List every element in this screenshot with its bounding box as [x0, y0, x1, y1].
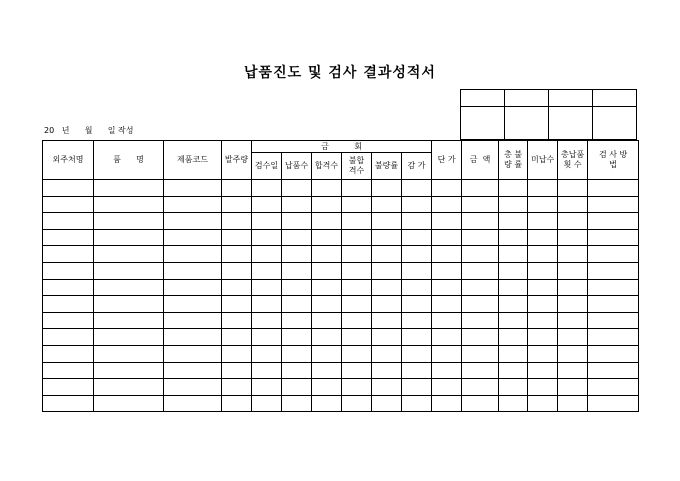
table-cell[interactable] — [499, 279, 528, 296]
table-cell[interactable] — [252, 296, 282, 313]
table-cell[interactable] — [528, 196, 558, 213]
table-cell[interactable] — [528, 279, 558, 296]
table-cell[interactable] — [312, 312, 342, 329]
table-cell[interactable] — [94, 312, 164, 329]
table-cell[interactable] — [164, 329, 222, 346]
table-cell[interactable] — [558, 196, 588, 213]
table-cell[interactable] — [164, 312, 222, 329]
header-undelivered: 미납수 — [528, 141, 558, 180]
table-cell[interactable] — [558, 296, 588, 313]
table-cell[interactable] — [432, 395, 462, 412]
page-title: 납품진도 및 검사 결과성적서 — [244, 65, 436, 81]
table-cell[interactable] — [462, 395, 499, 412]
header-amount: 금 액 — [462, 141, 499, 180]
table-cell[interactable] — [312, 362, 342, 379]
table-cell[interactable] — [252, 196, 282, 213]
table-cell[interactable] — [164, 362, 222, 379]
table-cell[interactable] — [282, 213, 312, 230]
table-cell[interactable] — [312, 296, 342, 313]
table-cell[interactable] — [588, 213, 639, 230]
approval-box — [460, 89, 637, 140]
table-cell[interactable] — [462, 379, 499, 396]
table-cell[interactable] — [462, 296, 499, 313]
table-cell[interactable] — [462, 213, 499, 230]
table-cell[interactable] — [94, 262, 164, 279]
table-cell[interactable] — [499, 362, 528, 379]
table-cell[interactable] — [312, 345, 342, 362]
table-cell[interactable] — [372, 379, 402, 396]
table-cell[interactable] — [164, 262, 222, 279]
table-cell[interactable] — [94, 329, 164, 346]
table-cell[interactable] — [342, 229, 372, 246]
table-cell[interactable] — [312, 262, 342, 279]
table-cell[interactable] — [312, 213, 342, 230]
table-cell[interactable] — [222, 246, 252, 263]
table-cell[interactable] — [222, 345, 252, 362]
table-cell[interactable] — [282, 379, 312, 396]
table-cell[interactable] — [588, 395, 639, 412]
table-cell[interactable] — [222, 312, 252, 329]
table-cell[interactable] — [499, 180, 528, 197]
header-total-defect-rate: 총 불 량 률 — [499, 141, 528, 180]
table-cell[interactable] — [402, 362, 432, 379]
table-cell[interactable] — [402, 379, 432, 396]
header-product-code: 제품코드 — [164, 141, 222, 180]
table-cell[interactable] — [558, 395, 588, 412]
table-cell[interactable] — [528, 395, 558, 412]
table-cell[interactable] — [372, 246, 402, 263]
table-row — [43, 329, 639, 346]
table-cell[interactable] — [372, 296, 402, 313]
table-cell[interactable] — [528, 362, 558, 379]
table-cell[interactable] — [43, 213, 94, 230]
table-cell[interactable] — [252, 262, 282, 279]
table-cell[interactable] — [462, 279, 499, 296]
table-cell[interactable] — [94, 180, 164, 197]
table-cell[interactable] — [462, 312, 499, 329]
table-cell[interactable] — [94, 379, 164, 396]
table-cell[interactable] — [282, 279, 312, 296]
table-cell[interactable] — [43, 312, 94, 329]
table-cell[interactable] — [252, 329, 282, 346]
table-cell[interactable] — [462, 362, 499, 379]
table-row — [43, 296, 639, 313]
table-cell[interactable] — [432, 345, 462, 362]
table-cell[interactable] — [94, 229, 164, 246]
approval-header-cell — [505, 90, 549, 107]
table-cell[interactable] — [372, 262, 402, 279]
table-row — [43, 246, 639, 263]
table-cell[interactable] — [342, 246, 372, 263]
table-cell[interactable] — [499, 262, 528, 279]
table-cell[interactable] — [342, 329, 372, 346]
table-cell[interactable] — [164, 296, 222, 313]
inspection-table — [42, 140, 639, 412]
table-cell[interactable] — [402, 296, 432, 313]
table-cell[interactable] — [432, 362, 462, 379]
table-cell[interactable] — [402, 180, 432, 197]
table-cell[interactable] — [588, 279, 639, 296]
table-cell[interactable] — [43, 246, 94, 263]
table-cell[interactable] — [282, 296, 312, 313]
header-order-qty: 발주량 — [222, 141, 252, 180]
table-cell[interactable] — [43, 262, 94, 279]
table-cell[interactable] — [499, 395, 528, 412]
table-cell[interactable] — [528, 312, 558, 329]
table-cell[interactable] — [312, 180, 342, 197]
table-cell[interactable] — [402, 196, 432, 213]
table-cell[interactable] — [312, 395, 342, 412]
table-cell[interactable] — [432, 246, 462, 263]
table-cell[interactable] — [528, 229, 558, 246]
table-cell[interactable] — [342, 262, 372, 279]
table-cell[interactable] — [372, 229, 402, 246]
header-inspect-date: 검수일 — [252, 153, 282, 180]
table-cell[interactable] — [164, 180, 222, 197]
table-cell[interactable] — [462, 229, 499, 246]
approval-sign-cell[interactable] — [593, 107, 637, 140]
table-cell[interactable] — [432, 279, 462, 296]
table-cell[interactable] — [462, 262, 499, 279]
table-cell[interactable] — [402, 279, 432, 296]
table-cell[interactable] — [342, 279, 372, 296]
table-cell[interactable] — [43, 279, 94, 296]
table-cell[interactable] — [528, 246, 558, 263]
table-row — [43, 262, 639, 279]
table-cell[interactable] — [462, 246, 499, 263]
table-cell[interactable] — [558, 246, 588, 263]
table-cell[interactable] — [499, 345, 528, 362]
table-cell[interactable] — [462, 196, 499, 213]
table-cell[interactable] — [528, 329, 558, 346]
table-cell[interactable] — [558, 345, 588, 362]
table-cell[interactable] — [499, 329, 528, 346]
table-cell[interactable] — [94, 279, 164, 296]
table-cell[interactable] — [43, 395, 94, 412]
table-cell[interactable] — [588, 229, 639, 246]
table-cell[interactable] — [252, 312, 282, 329]
header-inspection-method: 검 사 방 법 — [588, 141, 639, 180]
table-cell[interactable] — [432, 296, 462, 313]
table-cell[interactable] — [342, 296, 372, 313]
header-total-delivery-count: 총납품 횟 수 — [558, 141, 588, 180]
table-cell[interactable] — [499, 379, 528, 396]
header-delivery-qty: 납품수 — [282, 153, 312, 180]
table-cell[interactable] — [588, 379, 639, 396]
table-cell[interactable] — [282, 362, 312, 379]
table-cell[interactable] — [372, 312, 402, 329]
table-cell[interactable] — [312, 196, 342, 213]
table-cell[interactable] — [164, 395, 222, 412]
table-cell[interactable] — [282, 395, 312, 412]
table-cell[interactable] — [222, 329, 252, 346]
table-cell[interactable] — [252, 246, 282, 263]
table-cell[interactable] — [372, 279, 402, 296]
table-cell[interactable] — [588, 196, 639, 213]
table-row — [43, 312, 639, 329]
table-cell[interactable] — [164, 379, 222, 396]
table-cell[interactable] — [282, 345, 312, 362]
table-cell[interactable] — [282, 196, 312, 213]
table-cell[interactable] — [432, 213, 462, 230]
header-pass-qty: 합격수 — [312, 153, 342, 180]
table-cell[interactable] — [372, 180, 402, 197]
table-cell[interactable] — [588, 246, 639, 263]
table-cell[interactable] — [164, 229, 222, 246]
table-cell[interactable] — [528, 379, 558, 396]
table-cell[interactable] — [432, 379, 462, 396]
table-cell[interactable] — [462, 329, 499, 346]
table-cell[interactable] — [558, 379, 588, 396]
table-cell[interactable] — [94, 196, 164, 213]
table-cell[interactable] — [252, 395, 282, 412]
table-cell[interactable] — [372, 329, 402, 346]
table-cell[interactable] — [558, 329, 588, 346]
table-cell[interactable] — [588, 329, 639, 346]
table-cell[interactable] — [528, 180, 558, 197]
table-cell[interactable] — [342, 345, 372, 362]
table-cell[interactable] — [222, 379, 252, 396]
table-cell[interactable] — [164, 279, 222, 296]
table-cell[interactable] — [282, 312, 312, 329]
table-cell[interactable] — [342, 180, 372, 197]
table-cell[interactable] — [558, 362, 588, 379]
table-cell[interactable] — [94, 296, 164, 313]
table-cell[interactable] — [372, 213, 402, 230]
table-row — [43, 229, 639, 246]
header-defect-rate: 불량률 — [372, 153, 402, 180]
header-current-group: 금 회 — [252, 141, 432, 153]
table-cell[interactable] — [43, 196, 94, 213]
table-cell[interactable] — [432, 312, 462, 329]
table-cell[interactable] — [312, 379, 342, 396]
table-cell[interactable] — [282, 329, 312, 346]
table-cell[interactable] — [588, 345, 639, 362]
table-cell[interactable] — [499, 229, 528, 246]
table-cell[interactable] — [222, 180, 252, 197]
table-cell[interactable] — [402, 262, 432, 279]
table-cell[interactable] — [499, 196, 528, 213]
table-cell[interactable] — [558, 180, 588, 197]
table-cell[interactable] — [499, 246, 528, 263]
table-cell[interactable] — [402, 246, 432, 263]
table-cell[interactable] — [282, 180, 312, 197]
table-cell[interactable] — [252, 345, 282, 362]
table-cell[interactable] — [94, 246, 164, 263]
table-cell[interactable] — [342, 196, 372, 213]
table-row — [43, 362, 639, 379]
table-cell[interactable] — [528, 345, 558, 362]
table-cell[interactable] — [462, 180, 499, 197]
table-cell[interactable] — [222, 213, 252, 230]
table-cell[interactable] — [282, 246, 312, 263]
table-cell[interactable] — [43, 229, 94, 246]
approval-header-cell — [461, 90, 505, 107]
table-cell[interactable] — [528, 213, 558, 230]
table-cell[interactable] — [43, 180, 94, 197]
table-cell[interactable] — [282, 229, 312, 246]
approval-header-cell — [593, 90, 637, 107]
table-cell[interactable] — [342, 213, 372, 230]
table-cell[interactable] — [252, 379, 282, 396]
table-row — [43, 279, 639, 296]
table-cell[interactable] — [43, 329, 94, 346]
table-row — [43, 213, 639, 230]
table-cell[interactable] — [342, 312, 372, 329]
table-cell[interactable] — [588, 296, 639, 313]
table-cell[interactable] — [588, 312, 639, 329]
table-row — [43, 379, 639, 396]
table-cell[interactable] — [252, 229, 282, 246]
table-cell[interactable] — [558, 213, 588, 230]
table-cell[interactable] — [94, 362, 164, 379]
approval-sign-cell[interactable] — [505, 107, 549, 140]
table-cell[interactable] — [402, 229, 432, 246]
table-cell[interactable] — [252, 213, 282, 230]
table-cell[interactable] — [462, 345, 499, 362]
approval-header-cell — [549, 90, 593, 107]
table-cell[interactable] — [342, 362, 372, 379]
table-cell[interactable] — [164, 196, 222, 213]
table-cell[interactable] — [558, 312, 588, 329]
table-row — [43, 180, 639, 197]
table-cell[interactable] — [164, 246, 222, 263]
approval-sign-cell[interactable] — [461, 107, 505, 140]
table-cell[interactable] — [342, 379, 372, 396]
table-cell[interactable] — [402, 329, 432, 346]
date-line: 20 년 월 일 작성 — [44, 126, 134, 135]
table-cell[interactable] — [558, 279, 588, 296]
header-item: 품 명 — [94, 141, 164, 180]
table-cell[interactable] — [94, 213, 164, 230]
table-cell[interactable] — [402, 345, 432, 362]
header-partner: 외주처명 — [43, 141, 94, 180]
table-row — [43, 345, 639, 362]
table-cell[interactable] — [372, 196, 402, 213]
table-cell[interactable] — [282, 262, 312, 279]
table-cell[interactable] — [588, 262, 639, 279]
header-fail-qty: 불합 격수 — [342, 153, 372, 180]
table-cell[interactable] — [528, 262, 558, 279]
table-cell[interactable] — [312, 246, 342, 263]
table-cell[interactable] — [252, 362, 282, 379]
table-cell[interactable] — [342, 395, 372, 412]
table-cell[interactable] — [222, 362, 252, 379]
table-cell[interactable] — [43, 296, 94, 313]
table-cell[interactable] — [312, 329, 342, 346]
table-cell[interactable] — [252, 180, 282, 197]
table-cell[interactable] — [372, 362, 402, 379]
table-cell[interactable] — [222, 196, 252, 213]
table-row — [43, 196, 639, 213]
table-cell[interactable] — [528, 296, 558, 313]
table-cell[interactable] — [43, 345, 94, 362]
table-cell[interactable] — [372, 395, 402, 412]
table-cell[interactable] — [402, 213, 432, 230]
table-cell[interactable] — [222, 229, 252, 246]
table-cell[interactable] — [432, 262, 462, 279]
table-cell[interactable] — [499, 312, 528, 329]
table-cell[interactable] — [94, 395, 164, 412]
table-cell[interactable] — [588, 362, 639, 379]
table-cell[interactable] — [312, 279, 342, 296]
table-cell[interactable] — [94, 345, 164, 362]
table-cell[interactable] — [432, 196, 462, 213]
table-cell[interactable] — [312, 229, 342, 246]
table-cell[interactable] — [588, 180, 639, 197]
table-cell[interactable] — [432, 229, 462, 246]
table-cell[interactable] — [43, 379, 94, 396]
table-cell[interactable] — [499, 213, 528, 230]
approval-sign-cell[interactable] — [549, 107, 593, 140]
header-reduction: 감 가 — [402, 153, 432, 180]
table-row — [43, 395, 639, 412]
header-unit-price: 단 가 — [432, 141, 462, 180]
table-cell[interactable] — [222, 262, 252, 279]
table-cell[interactable] — [164, 345, 222, 362]
table-cell[interactable] — [432, 329, 462, 346]
table-cell[interactable] — [558, 229, 588, 246]
table-cell[interactable] — [252, 279, 282, 296]
table-cell[interactable] — [372, 345, 402, 362]
table-cell[interactable] — [222, 296, 252, 313]
table-cell[interactable] — [402, 395, 432, 412]
table-cell[interactable] — [43, 362, 94, 379]
table-cell[interactable] — [402, 312, 432, 329]
table-cell[interactable] — [222, 395, 252, 412]
table-cell[interactable] — [499, 296, 528, 313]
table-cell[interactable] — [558, 262, 588, 279]
table-cell[interactable] — [432, 180, 462, 197]
table-cell[interactable] — [164, 213, 222, 230]
table-cell[interactable] — [222, 279, 252, 296]
